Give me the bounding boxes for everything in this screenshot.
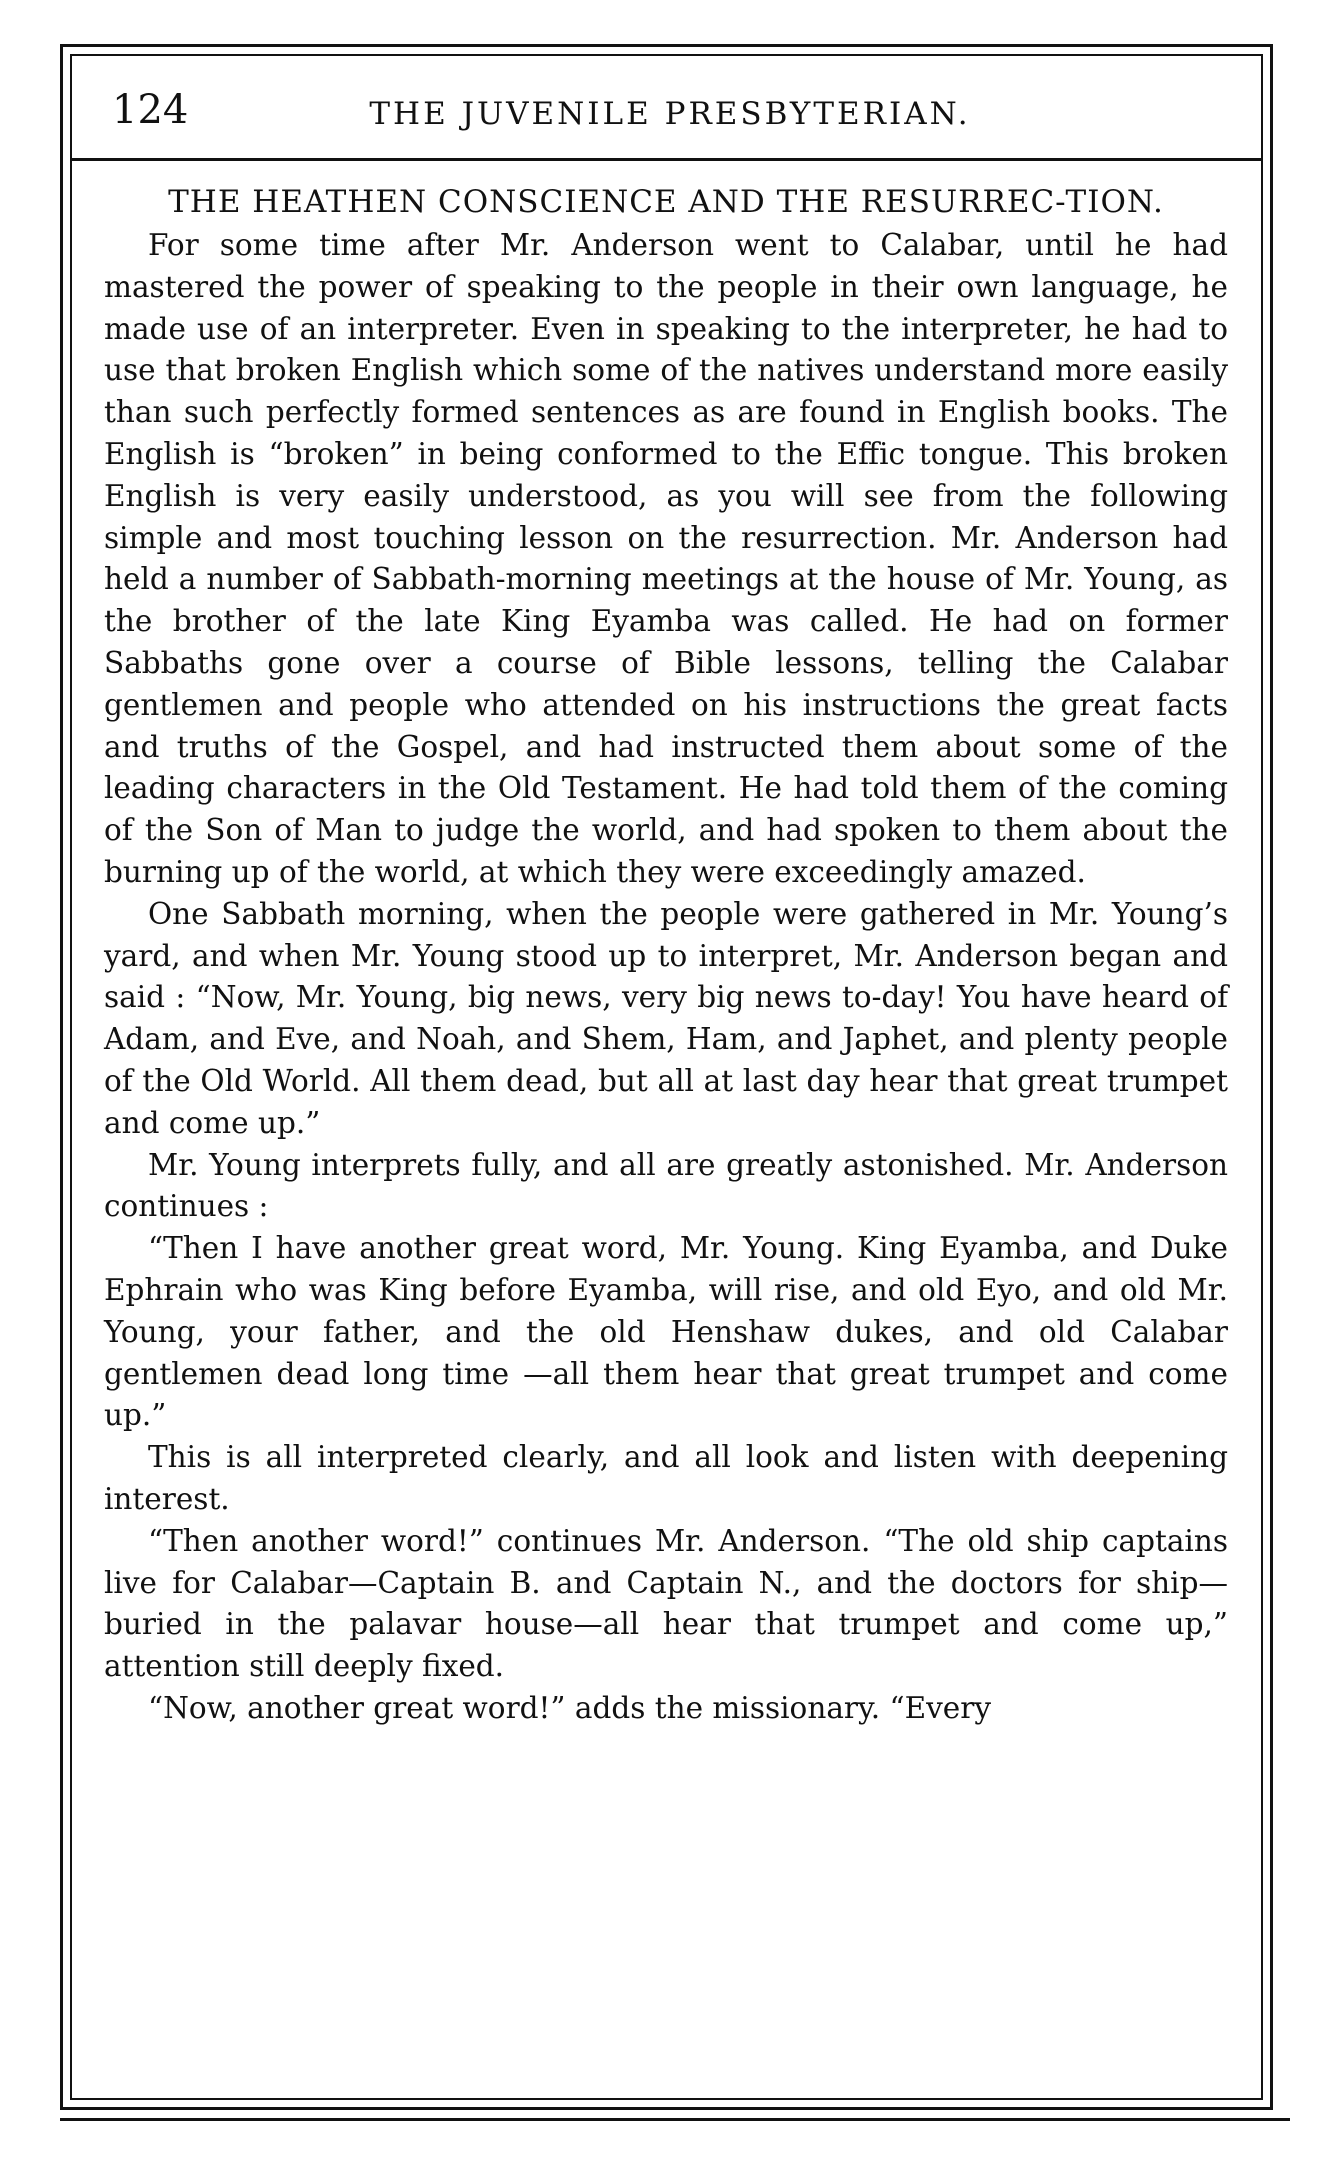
- paragraph: For some time after Mr. Anderson went to Calabar, until he had mastered the power of speaking to the people in their own language, he made use of an interpreter. Even in speaking to the interpreter, he had to use that broken English which some of the natives understand more easily than such perfectly formed sentences as are found in English books. The English is “broken” in being conformed to the Effic tongue. This broken English is very easily understood, as you will see from the following simple and most touching lesson on the resurrection. Mr. Anderson had held a number of Sabbath-morning meetings at the house of Mr. Young, as the brother of the late King Eyamba was called. He had on former Sabbaths gone over a course of Bible lessons, telling the Calabar gentlemen and people who attended on his instructions the great facts and truths of the Gospel, and had instructed them about some of the leading characters in the Old Testament. He had told them of the coming of the Son of Man to judge the world, and had spoken to them about the burning up of the world, at which they were exceedingly amazed.: [104, 228, 1228, 889]
- paragraph: “Then another word!” continues Mr. Anderson. “The old ship captains live for Calabar—Captain B. and Captain N., and the doctors for ship—buried in the palavar house—all hear that trumpet and come up,” attention still deeply fixed.: [104, 1523, 1228, 1684]
- header-rule: [72, 158, 1261, 161]
- paragraph: One Sabbath morning, when the people were gathered in Mr. Young’s yard, and when Mr. Young stood up to interpret, Mr. Anderson began and said : “Now, Mr. Young, big news, very big news to-day! You have heard of Adam, and Eve, and Noah, and Shem, Ham, and Japhet, and plenty people of the Old World. All them dead, but all at last day hear that great trumpet and come up.”: [104, 896, 1228, 1140]
- bottom-rule: [60, 2118, 1290, 2121]
- paragraph: “Then I have another great word, Mr. Young. King Eyamba, and Duke Ephrain who was King before Eyamba, will rise, and old Eyo, and old Mr. Young, your father, and the old Henshaw dukes, and old Calabar gentlemen dead long time —all them hear that great trumpet and come up.”: [104, 1231, 1228, 1433]
- paragraph: This is all interpreted clearly, and all look and listen with deepening interest.: [104, 1440, 1228, 1516]
- page-header: [100, 82, 1240, 142]
- paragraph: “Now, another great word!” adds the missionary. “Every: [148, 1690, 992, 1725]
- running-title: THE JUVENILE PRESBYTERIAN.: [369, 96, 971, 132]
- paragraph: Mr. Young interprets fully, and all are greatly astonished. Mr. Anderson continues :: [104, 1147, 1228, 1224]
- page-number: 124: [112, 87, 189, 133]
- article: [104, 182, 1228, 1730]
- article-title: THE HEATHEN CONSCIENCE AND THE RESURREC-TION.: [168, 184, 1164, 220]
